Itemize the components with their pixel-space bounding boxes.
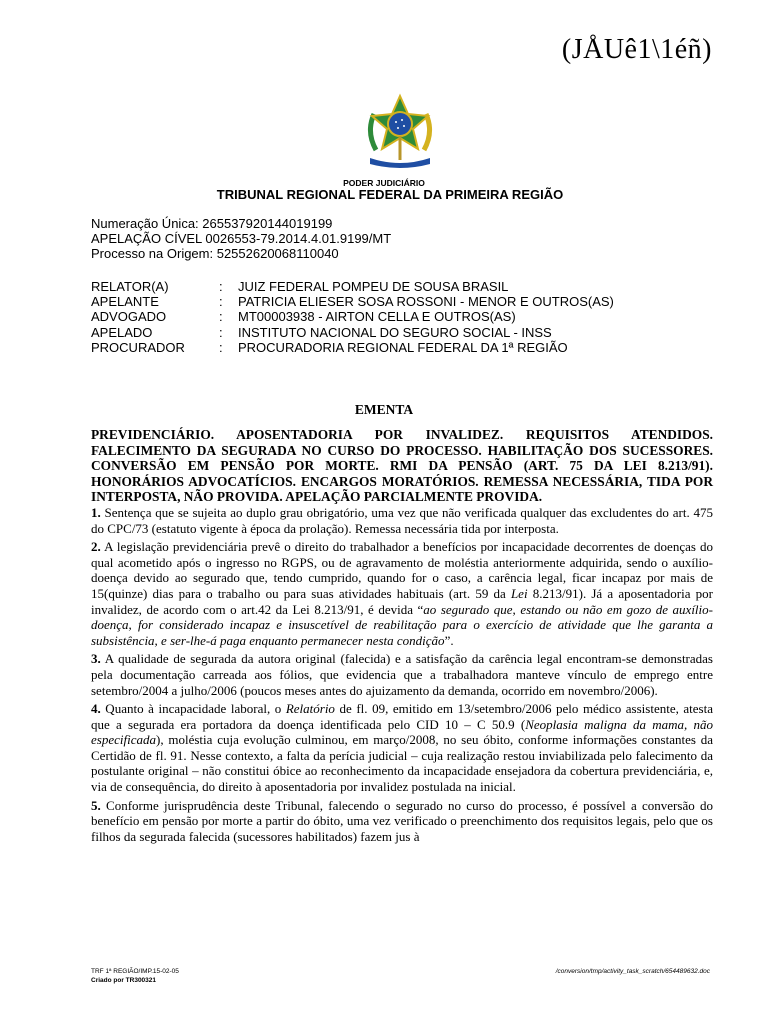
footer-left [91, 968, 179, 985]
party-name: JUIZ FEDERAL POMPEU DE SOUSA BRASIL [238, 279, 509, 294]
party-row [91, 325, 614, 340]
paragraph-text: Quanto à incapacidade laboral, o [100, 701, 286, 717]
poder-judiciario-label: PODER JUDICIÁRIO [343, 178, 425, 188]
paragraph-number: 2. [91, 539, 101, 555]
law-quote: ao segurado que, estando ou não em gozo de auxílio-doença, for considerado incapaz e insuscetível de reabilitação para o exercício de atividade que lhe garanta a subsistência, e ser-lhe-á paga enquanto permanecer nesta condição [91, 601, 713, 648]
paragraph-text: ), moléstia cuja evolução culminou, em março/2008, no seu óbito, conforme informações constantes da Certidão de fl. 91. Nesse contexto, a falta da perícia judicial – cuja realização restou inviabilizada pelo falecimento da postulante original – não constitui óbice ao reconhecimento da incapacidade ensejadora da cobertura previdenciária, e, via de consequência, do direito à aposentadoria por invalidez postulada na inicial. [91, 732, 713, 795]
created-by: Criado por TR300321 [91, 976, 157, 984]
case-meta [91, 216, 391, 261]
party-name: PATRICIA ELIESER SOSA ROSSONI - MENOR E OUTROS(AS) [238, 294, 614, 310]
document-reference: Relatório [285, 701, 335, 717]
party-role: PROCURADOR [91, 339, 185, 355]
origin-process: Processo na Origem: 52552620068110040 [91, 246, 339, 261]
paragraph-text: ”. [444, 632, 454, 648]
footer-file-path: /conversion/tmp/activity_task_scratch/654489632.doc [555, 968, 710, 975]
party-name: PROCURADORIA REGIONAL FEDERAL DA 1ª REGIÃO [238, 339, 568, 355]
party-row [91, 340, 614, 355]
party-name: MT00003938 - AIRTON CELLA E OUTROS(AS) [238, 309, 516, 325]
ementa-summary: PREVIDENCIÁRIO. APOSENTADORIA POR INVALIDEZ. REQUISITOS ATENDIDOS. FALECIMENTO DA SEGURADA NO CURSO DO PROCESSO. HABILITAÇÃO DOS SUCESSORES. CONVERSÃO EM PENSÃO POR MORTE. RMI DA PENSÃO (ART. 75 DA LEI 8.213/91). HONORÁRIOS ADVOCATÍCIOS. ENCARGOS MORATÓRIOS. REMESSA NECESSÁRIA, TIDA POR INTERPOSTA, NÃO PROVIDA. APELAÇÃO PARCIALMENTE PROVIDA. [91, 427, 713, 505]
paragraph-text: A qualidade de segurada da autora original (falecida) e a satisfação da carência legal encontram-se demonstradas pela documentação carreada aos fólios, que evidencia que a trabalhadora manteve vínculo de emprego entre setembro/2004 a julho/2006 (poucos meses antes do ajuizamento da demanda, ocorrido em novembro/2006). [91, 651, 713, 698]
paragraph-number: 1. [91, 504, 101, 520]
paragraph-2 [91, 539, 713, 648]
coat-of-arms-seal [360, 92, 440, 172]
paragraph-3 [91, 651, 713, 698]
party-role: APELADO [91, 324, 153, 340]
paragraph-number: 4. [91, 701, 101, 717]
party-sep: : [219, 279, 223, 294]
party-row [91, 294, 614, 309]
paragraph-text: de fl. 09, emitido em 13/setembro/2006 pelo médico assistente, atesta que a segurada era portadora da doença identificada pelo CID 10 – C 50.9 ( [91, 701, 714, 732]
paragraph-number: 5. [91, 797, 101, 813]
case-number: Numeração Única: 265537920144019199 [91, 216, 333, 231]
party-role: RELATOR(A) [91, 279, 169, 294]
party-role: APELANTE [91, 294, 159, 310]
party-row [91, 309, 614, 324]
paragraph-5 [91, 798, 713, 845]
party-sep: : [219, 294, 223, 310]
header-code: (JÅUê1\1éñ) [561, 34, 712, 65]
party-sep: : [219, 309, 223, 325]
paragraph-text: Sentença que se sujeita ao duplo grau obrigatório, uma vez que não verificada qualquer das excludentes do art. 475 do CPC/73 (estatuto vigente à época da prolação). Remessa necessária tida por interposta. [91, 504, 713, 536]
parties-table [91, 279, 614, 355]
party-sep: : [219, 339, 223, 355]
law-reference: Lei [510, 585, 528, 601]
paragraph-1 [91, 505, 713, 536]
tribunal-title: TRIBUNAL REGIONAL FEDERAL DA PRIMEIRA REGIÃO [216, 187, 564, 202]
paragraph-4 [91, 701, 713, 795]
paragraph-number: 3. [91, 651, 101, 667]
form-code: TRF 1ª REGIÃO/IMP.15-02-05 [91, 968, 179, 975]
appeal-number: APELAÇÃO CÍVEL 0026553-79.2014.4.01.9199/MT [91, 231, 392, 246]
ementa-body [91, 427, 713, 847]
ementa-heading: EMENTA [354, 402, 414, 417]
paragraph-text: 8.213/91). Já a aposentadoria por invalidez, de acordo com o art.42 da Lei 8.213/91, é devida “ [91, 585, 714, 617]
diagnosis-name: Neoplasia maligna da mama, não especificada [91, 716, 713, 748]
party-name: INSTITUTO NACIONAL DO SEGURO SOCIAL - INSS [238, 324, 552, 340]
paragraph-text: A legislação previdenciária prevê o direito do trabalhador a benefícios por incapacidade decorrentes de doenças do qual acometido após o ingresso no RGPS, ou de agravamento de moléstia anteriormente adquirida, sendo o auxílio-doença devido ao segurado que, tendo cumprido, quando for o caso, a carência legal, ficar incapaz por mais de 15(quinze) dias para o trabalho ou para suas atividades habituais (art. 59 da [91, 539, 713, 601]
paragraph-text: Conforme jurisprudência deste Tribunal, falecendo o segurado no curso do processo, é possível a conversão do benefício em pensão por morte a partir do óbito, uma vez verificado o preenchimento dos requisitos legais, pelo que os filhos da segurada falecida (sucessores habilitados) fazem jus à [91, 797, 713, 844]
party-role: ADVOGADO [91, 309, 167, 325]
party-row [91, 279, 614, 294]
party-sep: : [219, 324, 223, 340]
